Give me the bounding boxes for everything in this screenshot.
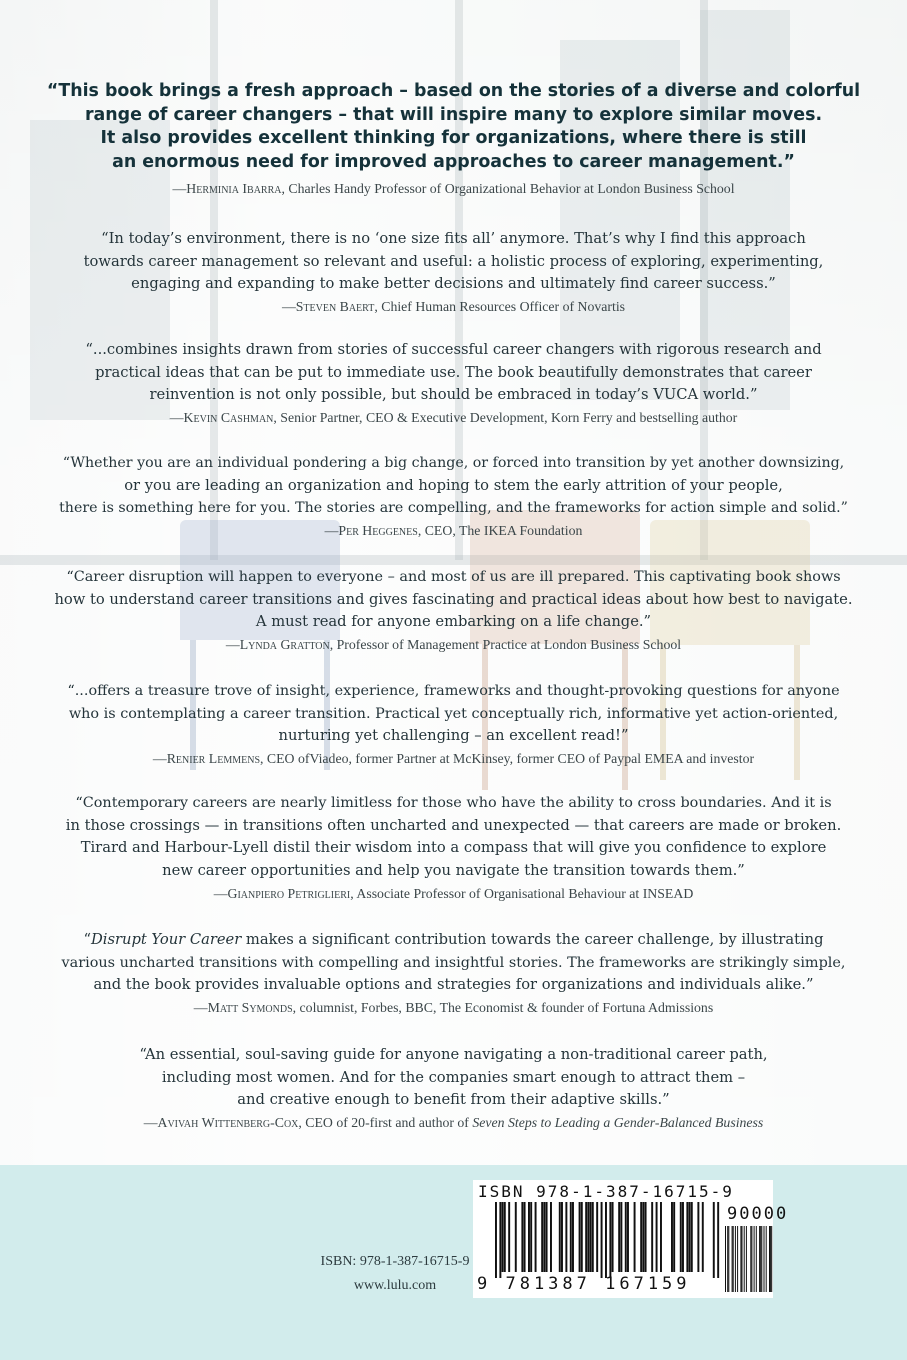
author-role: Associate Professor of Organisational Behaviour at INSEAD — [353, 885, 694, 901]
barcode-bar — [673, 1202, 675, 1272]
barcode-bar — [656, 1202, 658, 1272]
barcode-bar — [691, 1202, 693, 1272]
addon-bar — [770, 1226, 771, 1292]
addon-bar — [746, 1226, 747, 1292]
addon-bar — [732, 1226, 733, 1292]
barcode-bar — [546, 1202, 548, 1272]
author-name: —Per Heggenes, — [324, 523, 422, 539]
quote-attribution — [40, 634, 867, 655]
addon-bar — [744, 1226, 745, 1292]
barcode-bar — [515, 1202, 517, 1272]
barcode-bar — [502, 1202, 504, 1272]
footer-info — [290, 1250, 500, 1298]
addon-bar — [769, 1226, 770, 1292]
author-role: Chief Human Resources Officer of Novartis — [377, 299, 626, 315]
barcode-bar — [605, 1202, 607, 1278]
barcode-bar — [682, 1202, 684, 1272]
addon-bar — [737, 1226, 738, 1292]
author-name: —Kevin Cashman, — [169, 410, 277, 426]
quote-attribution — [40, 407, 867, 428]
barcode-bar — [609, 1202, 611, 1278]
book-title: Disrupt Your Career — [90, 931, 242, 948]
addon-bar — [750, 1226, 751, 1292]
barcode-bar — [620, 1202, 622, 1272]
barcode-isbn-text: ISBN 978-1-387-16715-9 — [478, 1182, 734, 1201]
author-role: Senior Partner, CEO & Executive Development, Korn Ferry and bestselling author — [276, 410, 738, 426]
testimonial — [40, 339, 867, 428]
barcode-bar — [521, 1202, 523, 1272]
testimonial — [40, 566, 867, 655]
barcode-bar — [561, 1202, 563, 1272]
barcode-bar — [618, 1202, 620, 1272]
barcode-bar — [535, 1202, 537, 1272]
barcode-bar — [528, 1202, 530, 1272]
quote-text: “Disrupt Your Career makes a significant contribution towards the career challenge, by illustrating various uncharted transitions with compelling and insightful stories. The frameworks are strikingly simple, and the book provides invaluable options and strategies for organizations and individuals alike.” — [61, 931, 846, 994]
book-title: Seven Steps to Leading a Gender-Balanced Business — [472, 1115, 764, 1131]
barcode-bar — [713, 1202, 715, 1278]
testimonial — [40, 228, 867, 317]
barcode-bar — [717, 1202, 719, 1278]
barcode-bar — [581, 1202, 583, 1272]
addon-bar — [751, 1226, 752, 1292]
barcode-bar — [530, 1202, 532, 1272]
barcode-bar — [590, 1202, 592, 1272]
quote-attribution — [40, 296, 867, 317]
barcode-bar — [651, 1202, 653, 1272]
barcode-bar — [550, 1202, 552, 1272]
barcode-bar — [634, 1202, 636, 1272]
testimonial — [40, 452, 867, 541]
quote-text: “In today’s environment, there is no ‘one size fits all’ anymore. That’s why I find this approach towards career management so relevant and useful: a holistic process of exploring, experimenting, engaging and expanding to make better decisions and ultimately find career success.” — [83, 230, 824, 293]
barcode-bar — [585, 1202, 587, 1272]
barcode-digits: 9 781387 167159 — [477, 1274, 691, 1294]
barcode-bar — [572, 1202, 574, 1272]
barcode-bar — [697, 1202, 699, 1272]
barcode-price-code: 90000 — [727, 1204, 789, 1224]
barcode-bar — [627, 1202, 629, 1272]
barcode-bar — [508, 1202, 510, 1272]
author-role: Charles Handy Professor of Organizational Behavior at London Business School — [284, 181, 735, 196]
author-role: CEO, The IKEA Foundation — [421, 523, 583, 539]
author-name: —Lynda Gratton, — [225, 637, 334, 653]
quote-text: “This book brings a fresh approach – based on the stories of a diverse and colorful range of career changers – that will inspire many to explore similar moves. It also provides excellent thinking for organizations, where there is still an enormous need for improved approaches to career management.” — [46, 81, 861, 172]
addon-bar — [764, 1226, 765, 1292]
addon-bar — [728, 1226, 729, 1292]
testimonial — [40, 80, 867, 199]
barcode-bar — [495, 1202, 497, 1278]
testimonial — [40, 792, 867, 904]
addon-bar — [742, 1226, 743, 1292]
barcode-bar — [596, 1202, 598, 1272]
barcode-bar — [499, 1202, 501, 1278]
author-name: —Avivah Wittenberg-Cox, — [143, 1115, 302, 1131]
barcode-bar — [686, 1202, 688, 1272]
quote-attribution — [40, 883, 867, 904]
barcode-bar — [702, 1202, 704, 1272]
testimonial — [40, 929, 867, 1018]
author-name: —Herminia Ibarra, — [172, 181, 285, 196]
quote-text: “Whether you are an individual pondering a big change, or forced into transition by yet another downsizing, or you are leading an organization and hoping to stem the early attrition of your people, there is something here for you. The stories are compelling, and the frameworks for action simple and solid.” — [59, 455, 848, 517]
barcode-bar — [570, 1202, 572, 1272]
barcode-bar — [559, 1202, 561, 1272]
addon-bar — [756, 1226, 757, 1292]
barcode-bar — [625, 1202, 627, 1272]
barcode — [473, 1180, 789, 1298]
barcode-bar — [565, 1202, 567, 1272]
quote-text: “...offers a treasure trove of insight, experience, frameworks and thought-provoking questions for anyone who is contemplating a career transition. Practical yet conceptually rich, informative yet action-oriented, nurturing yet challenging – an excellent read!” — [67, 683, 840, 745]
addon-bar — [735, 1226, 736, 1292]
author-name: —Gianpiero Petriglieri, — [213, 885, 354, 901]
testimonial — [40, 680, 867, 769]
testimonial — [40, 1044, 867, 1133]
author-name: —Renier Lemmens, — [152, 751, 264, 767]
barcode-bar — [541, 1202, 543, 1272]
barcode-bar — [642, 1202, 644, 1272]
barcode-bar — [504, 1202, 506, 1272]
isbn-label: ISBN: 978-1-387-16715-9 — [320, 1254, 470, 1269]
addon-bar — [727, 1226, 728, 1292]
quote-attribution — [40, 178, 867, 199]
addon-bar — [771, 1226, 772, 1292]
quote-attribution — [40, 748, 867, 769]
quote-text: “An essential, soul-saving guide for anyone navigating a non-traditional career path, including most women. And for the companies smart enough to attract them – and creative enough to benefit from their adaptive skills.” — [139, 1046, 768, 1109]
addon-bar — [761, 1226, 762, 1292]
barcode-bar — [587, 1202, 589, 1272]
barcode-bar — [592, 1202, 594, 1272]
website-link[interactable]: www.lulu.com — [353, 1278, 437, 1293]
author-name: —Matt Symonds, — [193, 1000, 297, 1016]
quote-text: “Career disruption will happen to everyone – and most of us are ill prepared. This captivating book shows how to understand career transitions and gives fascinating and practical ideas about how best to navigate. A must read for anyone embarking on a life change.” — [54, 569, 853, 631]
barcode-bar — [524, 1202, 526, 1272]
barcode-bar — [579, 1202, 581, 1272]
barcode-bar — [640, 1202, 642, 1272]
addon-bar — [766, 1226, 767, 1292]
addon-bar — [733, 1226, 734, 1292]
quote-attribution — [40, 997, 867, 1018]
barcode-bar — [543, 1202, 545, 1272]
quote-attribution — [40, 1112, 867, 1133]
barcode-bar — [671, 1202, 673, 1272]
author-role: CEO ofViadeo, former Partner at McKinsey, former CEO of Paypal EMEA and investor — [263, 751, 755, 767]
barcode-bar — [689, 1202, 691, 1272]
author-role: CEO of 20-first and author of — [301, 1115, 473, 1131]
author-role: columnist, Forbes, BBC, The Economist & founder of Fortuna Admissions — [296, 1000, 714, 1016]
author-role: Professor of Management Practice at London Business School — [333, 637, 682, 653]
barcode-bar — [601, 1202, 603, 1278]
barcode-bar — [680, 1202, 682, 1272]
quote-attribution — [40, 520, 867, 541]
quote-text: “Contemporary careers are nearly limitless for those who have the ability to cross boundaries. And it is in those crossings — in transitions often uncharted and unexpected — that careers are made or broken. Tirard and Harbour-Lyell distil their wisdom into a compass that will give you confidence to explore new career opportunities and help you navigate the transition towards them.” — [65, 795, 842, 880]
barcode-bar — [612, 1202, 614, 1272]
addon-bar — [759, 1226, 760, 1292]
addon-bar — [725, 1226, 726, 1292]
barcode-bar — [660, 1202, 662, 1272]
addon-bar — [754, 1226, 755, 1292]
author-name: —Steven Baert, — [281, 299, 378, 315]
quote-text: “...combines insights drawn from stories of successful career changers with rigorous research and practical ideas that can be put to immediate use. The book beautifully demonstrates that career reinvention is not only possible, but should be embraced in today’s VUCA world.” — [85, 341, 822, 404]
addon-bar — [760, 1226, 761, 1292]
addon-bar — [740, 1226, 741, 1292]
barcode-bar — [645, 1202, 647, 1272]
